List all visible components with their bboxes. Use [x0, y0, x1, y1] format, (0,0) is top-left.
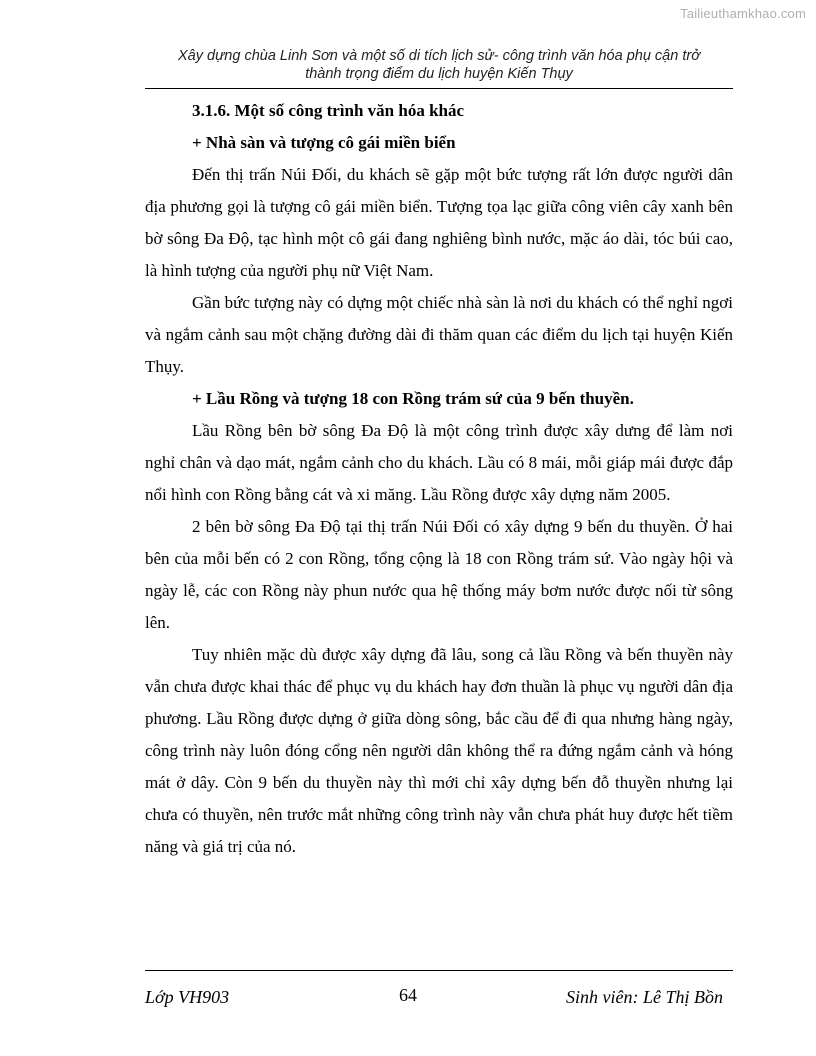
page-header — [145, 48, 733, 83]
paragraph-2: Gần bức tượng này có dựng một chiếc nhà sàn là nơi du khách có thể nghỉ ngơi và ngắm cảnh sau một chặng đường dài đi thăm quan các điểm du lịch tại huyện Kiến Thụy. — [145, 293, 733, 376]
header-line-1: Xây dựng chùa Linh Sơn và một số di tích lịch sử- công trình văn hóa phụ cận trở — [178, 48, 700, 64]
footer-class: Lớp VH903 — [145, 987, 230, 1007]
paragraph-3: Lầu Rồng bên bờ sông Đa Độ là một công trình được xây dưng để làm nơi nghỉ chân và dạo mát, ngắm cảnh cho du khách. Lầu có 8 mái, mỗi giáp mái được đắp nổi hình con Rồng bằng cát và xi măng. Lầu Rồng được xây dựng năm 2005. — [145, 421, 733, 504]
footer-divider — [145, 970, 733, 971]
paragraph-1: Đến thị trấn Núi Đối, du khách sẽ gặp một bức tượng rất lớn được người dân địa phương gọi là tượng cô gái miền biển. Tượng tọa lạc giữa công viên cây xanh bên bờ sông Đa Độ, tạc hình một cô gái đang nghiêng bình nước, mặc áo dài, tóc búi cao, là hình tượng của người phụ nữ Việt Nam. — [145, 165, 733, 280]
section-title: 3.1.6. Một số công trình văn hóa khác — [192, 101, 465, 120]
header-divider — [145, 88, 733, 89]
watermark: Tailieuthamkhao.com — [680, 6, 806, 21]
subsection-title-1: + Nhà sàn và tượng cô gái miền biển — [192, 133, 456, 152]
paragraph-5: Tuy nhiên mặc dù được xây dựng đã lâu, song cả lầu Rồng và bến thuyền này vẫn chưa được khai thác để phục vụ du khách hay đơn thuần là phục vụ người dân địa phương. Lầu Rồng được dựng ở giữa dòng sông, bắc cầu để đi qua nhưng hàng ngày, công trình này luôn đóng cổng nên người dân không thể ra đứng ngắm cảnh và hóng mát ở dây. Còn 9 bến du thuyền này thì mới chỉ xây dựng bến đỗ thuyền nhưng lại chưa có thuyền, nên trước mắt những công trình này vẫn chưa phát huy được hết tiềm năng và giá trị của nó. — [145, 645, 733, 856]
subsection-title-2: + Lầu Rồng và tượng 18 con Rồng trám sứ của 9 bến thuyền. — [192, 389, 634, 408]
footer-student: Sinh viên: Lê Thị Bồn — [566, 987, 723, 1007]
page-body — [145, 95, 733, 863]
page-number: 64 — [399, 985, 417, 1005]
paragraph-4: 2 bên bờ sông Đa Độ tại thị trấn Núi Đối có xây dựng 9 bến du thuyền. Ở hai bên của mỗi bến có 2 con Rồng, tổng cộng là 18 con Rồng trám sứ. Vào ngày hội và ngày lễ, các con Rồng này phun nước qua hệ thống máy bơm nước được nối từ sông lên. — [145, 517, 733, 632]
header-line-2: thành trọng điểm du lịch huyện Kiến Thụy — [305, 65, 573, 82]
